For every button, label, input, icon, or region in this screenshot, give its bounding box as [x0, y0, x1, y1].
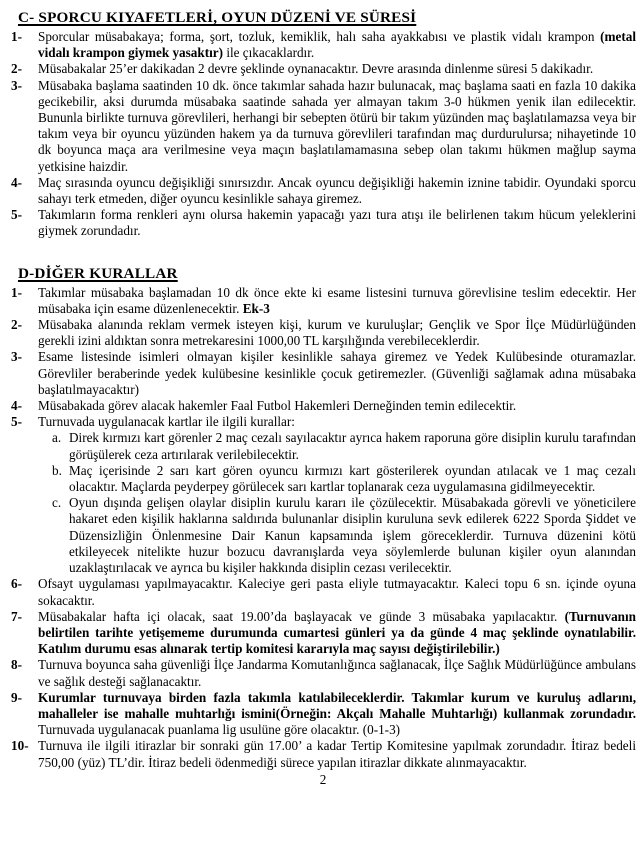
rule-text: Müsabaka alanında reklam vermek isteyen kişi, kurum ve kuruluşlar; Gençlik ve Spor İlçe Müdürlüğünden gerekli izini aldıktan sonra metrekaresini 1000,00 TL karşılığında verebileceklerdir.: [38, 317, 636, 349]
rule-number: 3-: [11, 77, 22, 93]
section-d: [10, 265, 636, 771]
rule-item: [10, 78, 636, 175]
rule-text: Maç sırasında oyuncu değişikliği sınırsızdır. Ancak oyuncu değişikliği hakemin iznine tabidir. Oyundaki sporcu sahayı terk etmeden, diğer oyuncu kesinlikle sahaya giremez.: [38, 174, 636, 207]
rule-text: Sporcular müsabakaya; forma, şort, tozluk, kemiklik, halı saha ayakkabısı ve plastik vidalı krampon (metal vidalı krampon giymek yasaktır) ile çıkacaklardır.: [38, 29, 636, 61]
rule-item: [10, 609, 636, 658]
rule-text: Müsabakada görev alacak hakemler Faal Futbol Hakemleri Derneğinden temin edilecektir.: [38, 398, 517, 414]
sub-rule-item: [38, 430, 636, 462]
rule-item: [10, 398, 636, 414]
rule-number: 1-: [11, 284, 22, 300]
rule-item: [10, 657, 636, 689]
rule-number: 2-: [11, 61, 22, 77]
sub-rule-item: [38, 463, 636, 495]
rule-number: 4-: [11, 398, 22, 414]
section-c-title: C- SPORCU KIYAFETLERİ, OYUN DÜZENİ VE SÜRESİ: [18, 9, 417, 26]
sub-rule-text: Maç içerisinde 2 sarı kart gören oyuncu kırmızı kart gösterilerek oyundan atılacak ve 1 maç cezalı olacaktır. Maçlarda peyderpey görülecek sarı kartlar toplanarak ceza uygulamasına gidilmeyecektir.: [69, 462, 636, 495]
rule-text: Turnuvada uygulanacak kartlar ile ilgili kurallar:: [38, 414, 295, 430]
rule-text: Müsabaka başlama saatinden 10 dk. önce takımlar sahada hazır bulunacak, maç başlama saati en fazla 10 dakika gecikebilir, aksi durumda müsabaka saatinde sahada yer almayan takım 3-0 hükmen yenik ilan edilecektir. Bununla birlikte turnuva görevlileri, herhangi bir sebepten ötürü bir takım yüzünden maç başlatılamazsa veya bir takım veya bir oyuncu yüzünden hakem ya da turnuva görevlileri tarafından maç durdurulursa; nihayetinde 10 dk boyunca maça ara verilmesine veya maçın başlatılamamasına sebep olan takımı hükmen mağlup sayma yetkisine haizdir.: [38, 77, 636, 174]
rule-text: Turnuva ile ilgili itirazlar bir sonraki gün 17.00’ a kadar Tertip Komitesine yapılmak zorundadır. İtiraz bedeli 750,00 (yüz) TL’dir. İtiraz bedeli ödenmediği sürece yapılan itirazlar dikkate alınmayacaktır.: [38, 738, 636, 770]
rule-item: [10, 576, 636, 608]
rule-number: 3-: [11, 349, 22, 365]
rule-number: 6-: [11, 576, 22, 592]
section-d-title: D-DİĞER KURALLAR: [18, 264, 178, 282]
rule-item: [10, 285, 636, 317]
rule-item: [10, 414, 636, 576]
rule-number: 8-: [11, 657, 22, 673]
rule-number: 5-: [11, 414, 22, 430]
rule-number: 4-: [11, 174, 22, 190]
rule-item: [10, 317, 636, 349]
section-c-rules: [10, 29, 636, 240]
rule-text: Esame listesinde isimleri olmayan kişiler kesinlikle sahaya giremez ve Yedek Kulübesinde oturamazlar. Görevliler beraberinde yedek kulübesine kesinlikle çocuk getiremezler. (Güvenliği sağlamak adına müsabaka başlatılmayacaktır): [38, 349, 636, 397]
rule-number: 7-: [11, 608, 22, 624]
section-c: [10, 9, 636, 240]
rule-text: Müsabakalar hafta içi olacak, saat 19.00’da başlayacak ve günde 3 müsabaka yapılacaktır. (Turnuvanın belirtilen tarihte yetişememe durumunda cumartesi günleri ya da günde 4 maç şeklinde oynatılabilir. Katılım durumu esas alınarak tertip komitesi kararıyla maç sayısı değiştirilebilir.): [38, 608, 636, 657]
rule-text: Müsabakalar 25’er dakikadan 2 devre şeklinde oynanacaktır. Devre arasında dinlenme süresi 5 dakikadır.: [38, 61, 594, 77]
rule-text: Kurumlar turnuvaya birden fazla takımla katılabileceklerdir. Takımlar kurum ve kuruluş adlarını, mahalleler ise mahalle muhtarlığı ismini(Örneğin: Akçalı Mahalle Muhtarlığı) kullanmak zorundadır. Turnuvada uygulanacak puanlama lig usulüne göre olacaktır. (0-1-3): [38, 689, 636, 738]
rule-text: Turnuva boyunca saha güvenliği İlçe Jandarma Komutanlığınca sağlanacak, İlçe Sağlık Müdürlüğünce ambulans ve sağlık desteği sağlanacaktır.: [38, 657, 636, 689]
sub-rule-letter: c.: [52, 495, 62, 511]
rule-item: [10, 61, 636, 77]
rule-item: [10, 349, 636, 398]
rule-text: Takımlar müsabaka başlamadan 10 dk önce ekte ki esame listesini turnuva görevlisine teslim edecektir. Her müsabaka için esame düzenlenecektir. Ek-3: [38, 284, 636, 316]
rule-item: [10, 29, 636, 61]
rule-item: [10, 207, 636, 239]
sub-rule-text: Oyun dışında gelişen olaylar disiplin kurulu kararı ile çözülecektir. Müsabakada görevli ve yöneticilere hakaret eden kişilik haklarına saldırıda bulunanlar disiplin kuruluna sevk edilerek 6222 Sporda Şiddet ve Düzensizliğin Önlenmesine Dair Kanun kapsamında işlem göreceklerdir. Turnuva düzenini kötü etkileyecek nitelikte huzur bozucu davranışlarda veya söylemlerde bulunan kişiler oyun alanından uzaklaştırılacak ve ayrıca bu kişiler hakkında disiplin cezası verilecektir.: [69, 495, 636, 576]
sub-rule-letter: b.: [52, 462, 62, 478]
rule-item: [10, 690, 636, 739]
page-number: 2: [319, 771, 327, 787]
rule-item: [10, 175, 636, 207]
rule-text: Takımların forma renkleri aynı olursa hakemin yapacağı yazı tura atışı ile belirlenen takım hücum yeleklerini giymek zorundadır.: [38, 207, 636, 239]
rule-text: Ofsayt uygulaması yapılmayacaktır. Kaleciye geri pasta eliyle tutmayacaktır. Kaleci topu 6 sn. içinde oyuna sokacaktır.: [38, 576, 636, 608]
rule-number: 9-: [11, 689, 22, 705]
sub-rule-letter: a.: [52, 430, 62, 446]
sub-rule-item: [38, 495, 636, 576]
rule-number: 2-: [11, 317, 22, 333]
sub-rule-text: Direk kırmızı kart görenler 2 maç cezalı sayılacaktır ayrıca hakem raporuna göre disiplin kurulu tarafından görüşülerek ceza artırılarak verilebilecektir.: [69, 430, 636, 462]
rule-item: [10, 738, 636, 770]
rule-number: 5-: [11, 207, 22, 223]
rule-number: 1-: [11, 29, 22, 44]
section-d-rules: [10, 285, 636, 771]
rule-number: 10-: [11, 738, 29, 754]
